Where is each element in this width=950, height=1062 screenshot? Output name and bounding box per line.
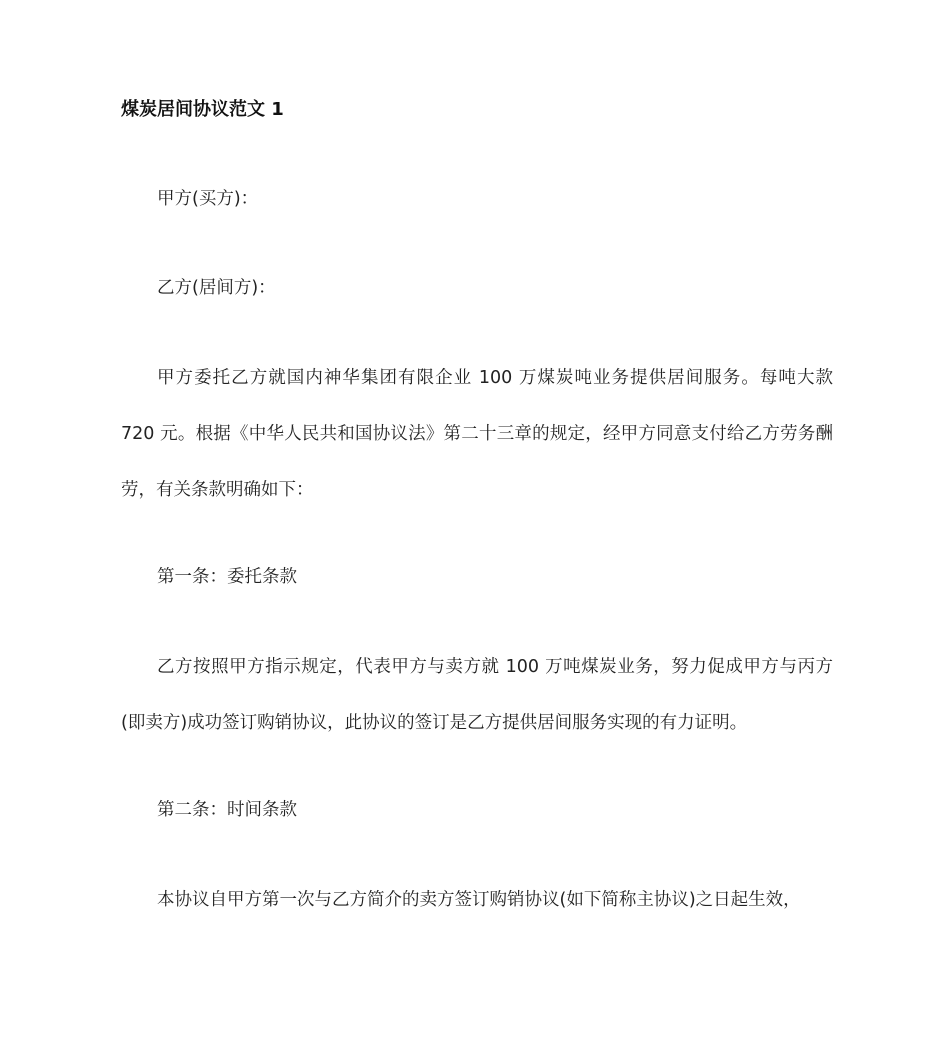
intro-paragraph: 甲方委托乙方就国内神华集团有限企业 100 万煤炭吨业务提供居间服务。每吨大款 720 元。根据《中华人民共和国协议法》第二十三章的规定，经甲方同意支付给乙方劳务酬劳，有关条款明确如下： — [121, 368, 833, 500]
party-a-line: 甲方(买方)： — [157, 189, 259, 209]
party-b-line: 乙方(居间方)： — [157, 278, 276, 298]
document-title: 煤炭居间协议范文 1 — [121, 99, 284, 120]
article2-heading: 第二条：时间条款 — [157, 800, 297, 820]
article2-body: 本协议自甲方第一次与乙方简介的卖方签订购销协议(如下简称主协议)之日起生效， — [157, 890, 801, 910]
article1-body: 乙方按照甲方指示规定，代表甲方与卖方就 100 万吨煤炭业务，努力促成甲方与丙方(即卖方)成功签订购销协议，此协议的签订是乙方提供居间服务实现的有力证明。 — [121, 657, 833, 733]
article1-heading: 第一条：委托条款 — [157, 567, 297, 587]
